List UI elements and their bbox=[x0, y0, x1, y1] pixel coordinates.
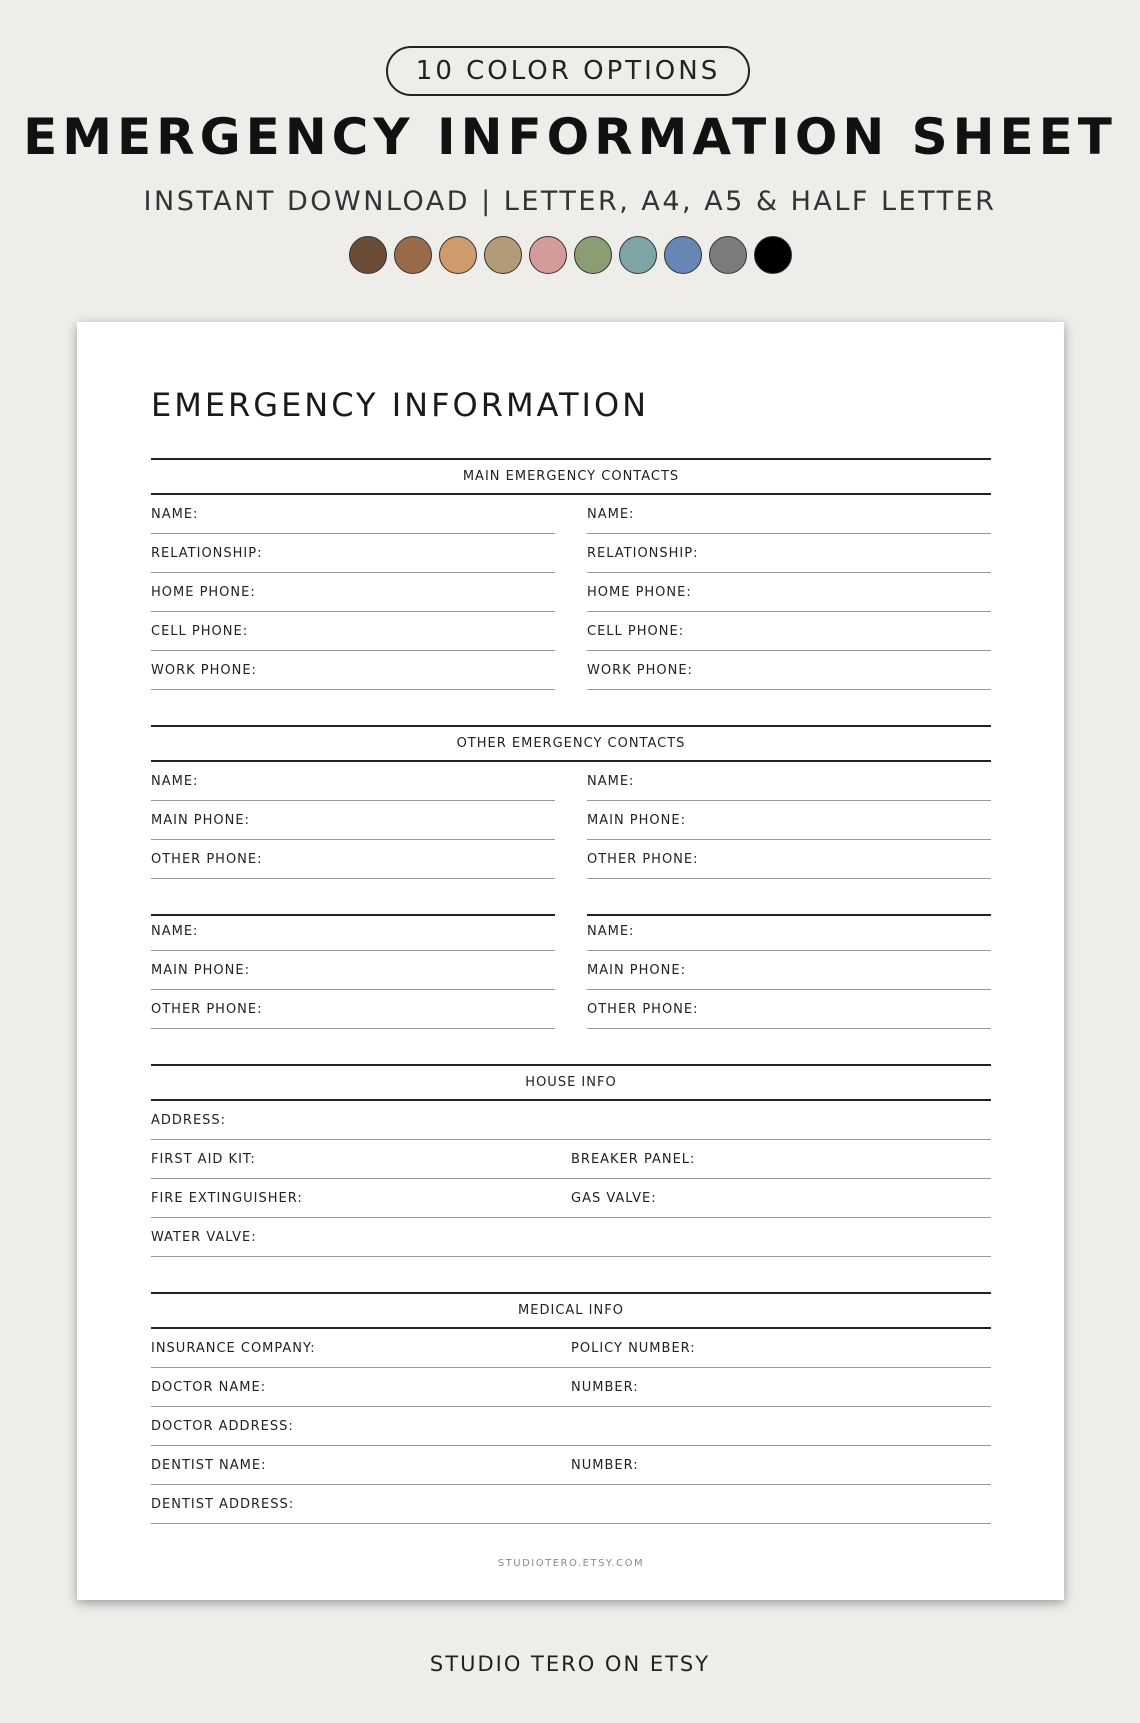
other-contact-1-name: NAME: bbox=[151, 762, 555, 801]
main-contact-2-name: NAME: bbox=[587, 495, 991, 534]
main-contact-2-work-phone: WORK PHONE: bbox=[587, 651, 991, 690]
color-swatch-8 bbox=[664, 236, 702, 274]
other-contact-1-other-phone: OTHER PHONE: bbox=[151, 840, 555, 879]
printable-sheet bbox=[77, 322, 1064, 1600]
medical-row-insurance bbox=[151, 1329, 991, 1368]
insurance-company-label: INSURANCE COMPANY: bbox=[151, 1341, 316, 1356]
other-contact-3-main-phone: MAIN PHONE: bbox=[151, 951, 555, 990]
main-contact-1-name: NAME: bbox=[151, 495, 555, 534]
sheet-title: EMERGENCY INFORMATION bbox=[151, 386, 650, 424]
other-contact-2-main-phone: MAIN PHONE: bbox=[587, 801, 991, 840]
breaker-panel-label: BREAKER PANEL: bbox=[571, 1152, 696, 1167]
medical-row-dentist-address bbox=[151, 1485, 991, 1524]
doctor-name-label: DOCTOR NAME: bbox=[151, 1380, 267, 1395]
gas-valve-label: GAS VALVE: bbox=[571, 1191, 657, 1206]
main-contact-1-cell-phone: CELL PHONE: bbox=[151, 612, 555, 651]
color-swatch-10 bbox=[754, 236, 792, 274]
color-swatch-5 bbox=[529, 236, 567, 274]
other-contact-4-main-phone: MAIN PHONE: bbox=[587, 951, 991, 990]
dentist-name-label: DENTIST NAME: bbox=[151, 1458, 267, 1473]
page-title: EMERGENCY INFORMATION SHEET bbox=[23, 108, 1117, 166]
house-row-water bbox=[151, 1218, 991, 1257]
house-address bbox=[151, 1101, 991, 1140]
medical-row-doctor-address bbox=[151, 1407, 991, 1446]
doctor-number-label: NUMBER: bbox=[571, 1380, 639, 1395]
house-address-label: ADDRESS: bbox=[151, 1113, 227, 1128]
main-contact-1-relationship: RELATIONSHIP: bbox=[151, 534, 555, 573]
other-contact-4-name: NAME: bbox=[587, 912, 991, 951]
other-contact-1-main-phone: MAIN PHONE: bbox=[151, 801, 555, 840]
medical-row-doctor bbox=[151, 1368, 991, 1407]
color-swatch-1 bbox=[349, 236, 387, 274]
section-header-medical-info: MEDICAL INFO bbox=[151, 1292, 991, 1329]
color-swatches bbox=[0, 236, 1140, 274]
section-header-other-contacts: OTHER EMERGENCY CONTACTS bbox=[151, 725, 991, 762]
main-contact-2-relationship: RELATIONSHIP: bbox=[587, 534, 991, 573]
water-valve-label: WATER VALVE: bbox=[151, 1230, 257, 1245]
main-contact-2-home-phone: HOME PHONE: bbox=[587, 573, 991, 612]
fire-extinguisher-label: FIRE EXTINGUISHER: bbox=[151, 1191, 303, 1206]
section-header-main-contacts: MAIN EMERGENCY CONTACTS bbox=[151, 458, 991, 495]
other-contact-3-name: NAME: bbox=[151, 912, 555, 951]
page-subtitle: INSTANT DOWNLOAD | LETTER, A4, A5 & HALF LETTER bbox=[143, 186, 997, 217]
main-contact-1-home-phone: HOME PHONE: bbox=[151, 573, 555, 612]
other-contact-3-other-phone: OTHER PHONE: bbox=[151, 990, 555, 1029]
color-swatch-2 bbox=[394, 236, 432, 274]
color-options-badge: 10 COLOR OPTIONS bbox=[386, 46, 750, 96]
main-contact-1-work-phone: WORK PHONE: bbox=[151, 651, 555, 690]
doctor-address-label: DOCTOR ADDRESS: bbox=[151, 1419, 294, 1434]
color-swatch-4 bbox=[484, 236, 522, 274]
shop-credit: STUDIO TERO ON ETSY bbox=[429, 1652, 711, 1676]
first-aid-label: FIRST AID KIT: bbox=[151, 1152, 256, 1167]
medical-row-dentist bbox=[151, 1446, 991, 1485]
house-row-extinguisher bbox=[151, 1179, 991, 1218]
other-contact-2-name: NAME: bbox=[587, 762, 991, 801]
dentist-number-label: NUMBER: bbox=[571, 1458, 639, 1473]
color-swatch-6 bbox=[574, 236, 612, 274]
other-contact-2-other-phone: OTHER PHONE: bbox=[587, 840, 991, 879]
section-header-house-info: HOUSE INFO bbox=[151, 1064, 991, 1101]
other-contact-4-other-phone: OTHER PHONE: bbox=[587, 990, 991, 1029]
house-row-first-aid bbox=[151, 1140, 991, 1179]
main-contact-2-cell-phone: CELL PHONE: bbox=[587, 612, 991, 651]
dentist-address-label: DENTIST ADDRESS: bbox=[151, 1497, 295, 1512]
color-swatch-9 bbox=[709, 236, 747, 274]
color-swatch-3 bbox=[439, 236, 477, 274]
policy-number-label: POLICY NUMBER: bbox=[571, 1341, 696, 1356]
color-swatch-7 bbox=[619, 236, 657, 274]
sheet-footer-url: STUDIOTERO.ETSY.COM bbox=[497, 1558, 645, 1569]
